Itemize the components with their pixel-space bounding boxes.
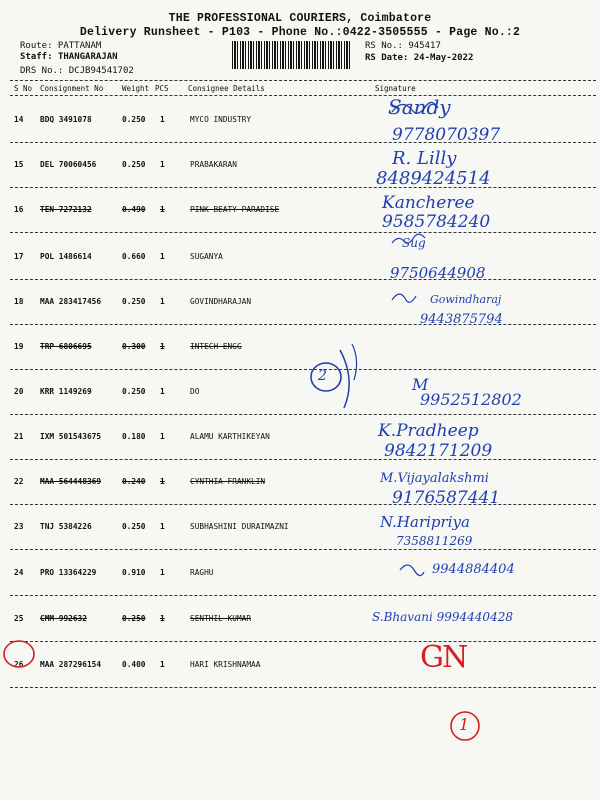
- row-pcs: 1: [160, 660, 165, 669]
- staff-label: Staff:: [20, 52, 53, 62]
- row-consignee: PRABAKARAN: [190, 160, 237, 169]
- row-sno: 26: [14, 660, 24, 669]
- route: Route: PATTANAM: [20, 41, 102, 51]
- row-sno: 15: [14, 160, 24, 169]
- row-consignee: INTECH ENGG: [190, 342, 242, 351]
- row-signature-phone: 9952512802: [420, 390, 522, 409]
- row-weight: 0.250: [122, 522, 146, 531]
- row-consignment: PRO 13364229: [40, 568, 97, 577]
- row-pcs: 1: [160, 387, 165, 396]
- row-signature-phone: 9842171209: [384, 441, 493, 461]
- row-sno: 14: [14, 115, 24, 124]
- row-signature-phone: 9750644908: [390, 264, 486, 282]
- row-pcs: 1: [160, 115, 165, 124]
- row-consignment: POL 1486614: [40, 252, 92, 261]
- row26-mark: GN: [420, 640, 467, 675]
- row-pcs: 1: [160, 432, 165, 441]
- row-signature-name: S.Bhavani 9994440428: [372, 610, 513, 624]
- row-consignment: KRR 1149269: [40, 387, 92, 396]
- col-signature: Signature: [375, 84, 416, 93]
- row-signature-name: Sug: [402, 236, 426, 250]
- row-consignee: PINK BEATY PARADISE: [190, 205, 280, 214]
- row-sno: 16: [14, 205, 24, 214]
- row-signature-phone: 9176587441: [392, 488, 501, 508]
- row-pcs: 1: [160, 205, 165, 214]
- row-signature-phone: 7358811269: [396, 534, 473, 548]
- row-sno: 18: [14, 297, 24, 306]
- row-consignee: SENTHIL KUMAR: [190, 614, 252, 623]
- row-pcs: 1: [160, 477, 165, 486]
- row-consignee: RAGHU: [190, 568, 214, 577]
- red-circle-26: [4, 641, 34, 667]
- row-signature-name: Gowindharaj: [430, 293, 502, 306]
- row-consignee: CYNTHIA FRANKLIN: [190, 477, 266, 486]
- row-weight: 0.180: [122, 432, 146, 441]
- row-signature-name: R. Lilly: [392, 148, 457, 169]
- row-consignee: HARI KRISHNAMAA: [190, 660, 261, 669]
- row-sno: 24: [14, 568, 24, 577]
- row-weight: 0.490: [122, 205, 146, 214]
- row-signature-name: Sandy: [388, 95, 451, 119]
- row-weight: 0.240: [122, 477, 146, 486]
- row-consignee: ALAMU KARTHIKEYAN: [190, 432, 270, 441]
- bottom-circle-number: 1: [459, 715, 470, 734]
- row-pcs: 1: [160, 522, 165, 531]
- row-signature-name: N.Haripriya: [380, 513, 470, 531]
- row-sno: 19: [14, 342, 24, 351]
- row-pcs: 1: [160, 342, 165, 351]
- col-pcs: PCS: [155, 84, 169, 93]
- row-pcs: 1: [160, 568, 165, 577]
- col-consignee: Consignee Details: [188, 84, 265, 93]
- row-sno: 25: [14, 614, 24, 623]
- row-signature-name: 9944884404: [432, 562, 515, 577]
- row-weight: 0.910: [122, 568, 146, 577]
- row-consignment: MAA 283417456: [40, 297, 102, 306]
- row-signature-name: M.Vijayalakshmi: [380, 471, 489, 486]
- row-pcs: 1: [160, 614, 165, 623]
- row-signature-phone: 9778070397: [392, 125, 501, 145]
- row-signature-name: M: [412, 375, 429, 394]
- row-weight: 0.400: [122, 660, 146, 669]
- row-consignment: IXM 501543675: [40, 432, 102, 441]
- row-sno: 21: [14, 432, 24, 441]
- row-signature-name: Kancheree: [382, 193, 475, 213]
- row-consignment: TEN 7272132: [40, 205, 92, 214]
- row-sno: 22: [14, 477, 24, 486]
- row-consignee: DO: [190, 387, 200, 396]
- row-consignment: MAA 564448369: [40, 477, 102, 486]
- row-sno: 20: [14, 387, 24, 396]
- row-signature-phone: 9443875794: [420, 312, 503, 327]
- row-weight: 0.250: [122, 160, 146, 169]
- runsheet-title: Delivery Runsheet - P103 - Phone No.:0422-3505555 - Page No.:2: [79, 26, 521, 39]
- row-consignment: TRP 6806695: [40, 342, 92, 351]
- company-title: THE PROFESSIONAL COURIERS, Coimbatore: [168, 12, 432, 25]
- row-signature-phone: 8489424514: [376, 168, 491, 189]
- row-sno: 17: [14, 252, 24, 261]
- row-consignment: BDQ 3491078: [40, 115, 92, 124]
- row-consignee: MYCO INDUSTRY: [190, 115, 252, 124]
- row-consignment: DEL 70060456: [40, 160, 97, 169]
- row-consignee: SUBHASHINI DURAIMAZNI: [190, 522, 289, 531]
- row-consignment: CMM 992632: [40, 614, 87, 623]
- circle-number: 2: [318, 368, 327, 384]
- staff-name: THANGARAJAN: [57, 52, 118, 62]
- col-sno: S No: [14, 84, 33, 93]
- row-consignee: GOVINDHARAJAN: [190, 297, 252, 306]
- drs-number: DRS No.: DCJB94541702: [20, 66, 134, 76]
- row-weight: 0.250: [122, 614, 146, 623]
- row-pcs: 1: [160, 297, 165, 306]
- row-signature-phone: 9585784240: [382, 212, 491, 232]
- row-signature-name: K.Pradheep: [378, 421, 479, 441]
- row-weight: 0.660: [122, 252, 146, 261]
- row-consignee: SUGANYA: [190, 252, 223, 261]
- row-weight: 0.300: [122, 342, 146, 351]
- row-sno: 23: [14, 522, 24, 531]
- row-pcs: 1: [160, 160, 165, 169]
- col-weight: Weight: [122, 84, 150, 93]
- row-consignment: TNJ 5384226: [40, 522, 92, 531]
- row-weight: 0.250: [122, 115, 146, 124]
- rs-date: RS Date: 24-May-2022: [365, 53, 474, 63]
- rs-number: RS No.: 945417: [365, 41, 441, 51]
- col-consignment: Consignment No: [40, 84, 104, 93]
- row-pcs: 1: [160, 252, 165, 261]
- row-weight: 0.250: [122, 387, 146, 396]
- row-consignment: MAA 287296154: [40, 660, 102, 669]
- row-weight: 0.250: [122, 297, 146, 306]
